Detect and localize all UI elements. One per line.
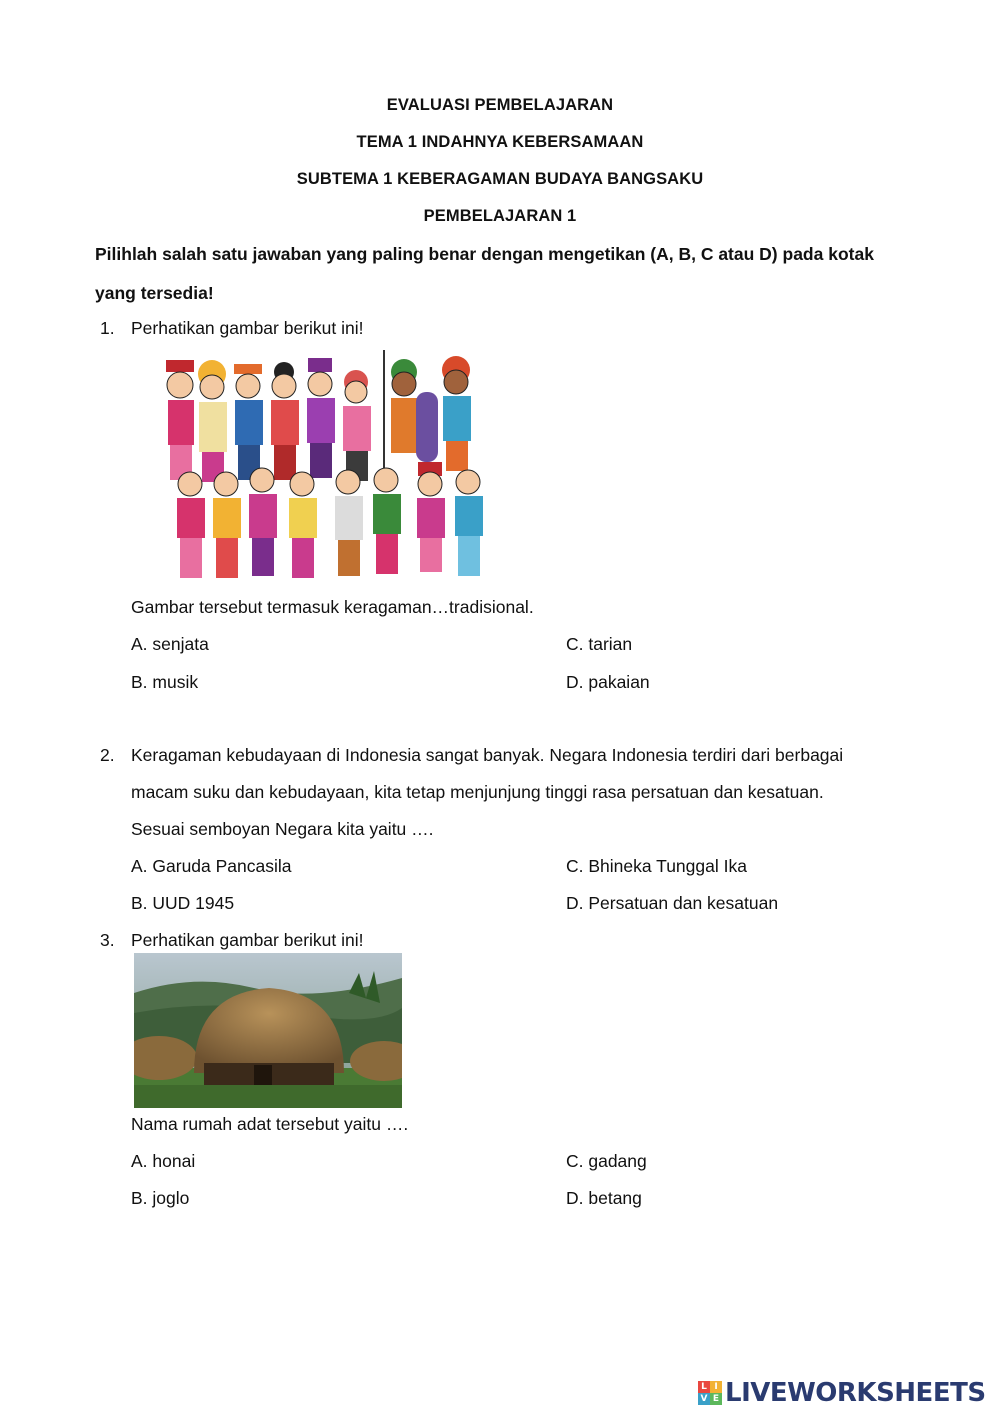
title-pembelajaran: PEMBELAJARAN 1 <box>423 207 577 225</box>
liveworksheets-logo[interactable] <box>698 1376 986 1410</box>
title-tema: TEMA 1 INDAHNYA KEBERSAMAAN <box>356 133 644 151</box>
question-2-stem-line-3: Sesuai semboyan Negara kita yaitu …. <box>131 819 434 839</box>
honai-photo <box>134 953 402 1108</box>
question-3-option-d[interactable]: D. betang <box>566 1188 642 1208</box>
question-2-option-a[interactable]: A. Garuda Pancasila <box>131 856 292 876</box>
question-2-number: 2. <box>100 745 115 765</box>
instruction-line-2: yang tersedia! <box>95 283 214 303</box>
question-3-option-b[interactable]: B. joglo <box>131 1188 190 1208</box>
question-1-stem: Gambar tersebut termasuk keragaman…tradisional. <box>131 597 534 617</box>
liveworksheets-logo-text: LIVEWORKSHEETS <box>725 1378 986 1408</box>
instruction-line-1: Pilihlah salah satu jawaban yang paling benar dengan mengetikan (A, B, C atau D) pada kotak <box>95 244 874 264</box>
traditional-costumes-image <box>152 350 502 588</box>
question-3-number: 3. <box>100 930 115 950</box>
costume-children-illustration <box>152 350 502 588</box>
question-2-option-d[interactable]: D. Persatuan dan kesatuan <box>566 893 779 913</box>
question-1-option-d[interactable]: D. pakaian <box>566 672 650 692</box>
question-2-option-b[interactable]: B. UUD 1945 <box>131 893 235 913</box>
question-2-option-c[interactable]: C. Bhineka Tunggal Ika <box>566 856 747 876</box>
question-1-option-a[interactable]: A. senjata <box>131 634 209 654</box>
honai-house-image <box>134 953 402 1108</box>
question-1-number: 1. <box>100 318 115 338</box>
title-subtema: SUBTEMA 1 KEBERAGAMAN BUDAYA BANGSAKU <box>296 170 704 188</box>
question-1-option-b[interactable]: B. musik <box>131 672 199 692</box>
question-2-stem-line-1: Keragaman kebudayaan di Indonesia sangat banyak. Negara Indonesia terdiri dari berbagai <box>131 745 844 765</box>
question-3-intro: Perhatikan gambar berikut ini! <box>131 930 364 950</box>
question-3-option-a[interactable]: A. honai <box>131 1151 196 1171</box>
question-1-option-c[interactable]: C. tarian <box>566 634 633 654</box>
liveworksheets-logo-icon: L I V E <box>698 1381 722 1405</box>
question-1-intro: Perhatikan gambar berikut ini! <box>131 318 364 338</box>
question-3-stem: Nama rumah adat tersebut yaitu …. <box>131 1114 409 1134</box>
title-evaluasi: EVALUASI PEMBELAJARAN <box>386 96 614 114</box>
question-3-option-c[interactable]: C. gadang <box>566 1151 647 1171</box>
question-2-stem-line-2: macam suku dan kebudayaan, kita tetap menjunjung tinggi rasa persatuan dan kesatuan. <box>131 782 824 802</box>
